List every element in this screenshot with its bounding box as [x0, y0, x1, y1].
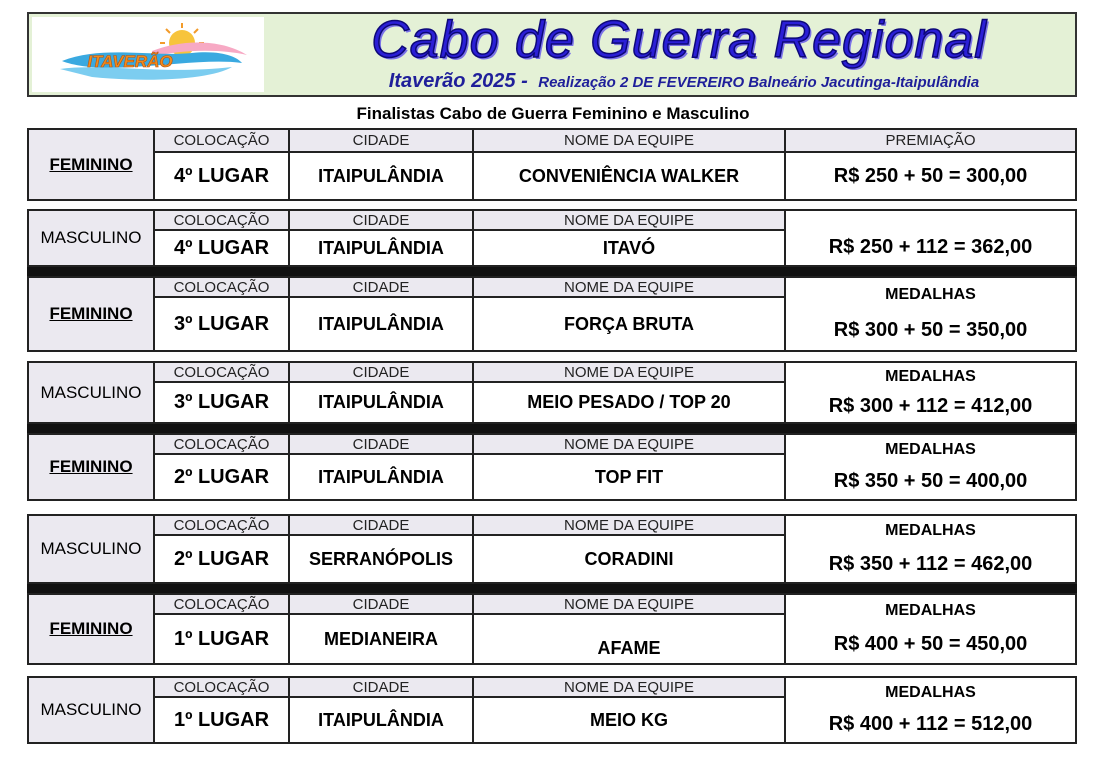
column-header-place: COLOCAÇÃO	[153, 516, 288, 536]
city-value: MEDIANEIRA	[288, 615, 472, 663]
placement-value: 2º LUGAR	[153, 536, 288, 582]
city-value: ITAIPULÂNDIA	[288, 698, 472, 742]
finalist-block-8	[27, 676, 1077, 744]
event-title: Cabo de Guerra Regional	[371, 11, 987, 69]
prize-value: R$ 300 + 50 = 350,00	[833, 319, 1028, 342]
prize-cell	[784, 363, 1075, 422]
section-separator-1	[27, 267, 1077, 276]
gender-label: MASCULINO	[29, 678, 153, 742]
column-header-city: CIDADE	[288, 435, 472, 455]
column-header-city: CIDADE	[288, 211, 472, 231]
column-header-city: CIDADE	[288, 678, 472, 698]
prize-cell	[784, 595, 1075, 663]
prize-value: R$ 400 + 50 = 450,00	[833, 633, 1028, 656]
event-subtitle	[294, 70, 1074, 93]
prize-value: R$ 300 + 112 = 412,00	[828, 394, 1033, 417]
column-header-city: CIDADE	[288, 130, 472, 153]
sun-wave-logo-icon	[32, 17, 264, 92]
team-name: CORADINI	[472, 536, 784, 582]
finalist-block-1	[27, 128, 1077, 201]
placement-value: 1º LUGAR	[153, 698, 288, 742]
column-header-team: NOME DA EQUIPE	[472, 435, 784, 455]
city-value: ITAIPULÂNDIA	[288, 455, 472, 499]
finalist-block-7	[27, 593, 1077, 665]
gender-label: MASCULINO	[29, 211, 153, 265]
team-name: ITAVÓ	[472, 231, 784, 265]
section-separator-3	[27, 584, 1077, 593]
section-separator-2	[27, 424, 1077, 433]
placement-value: 3º LUGAR	[153, 383, 288, 422]
column-header-team: NOME DA EQUIPE	[472, 211, 784, 231]
column-header-team: NOME DA EQUIPE	[472, 130, 784, 153]
column-header-team: NOME DA EQUIPE	[472, 363, 784, 383]
team-name: AFAME	[472, 615, 784, 663]
column-header-team: NOME DA EQUIPE	[472, 678, 784, 698]
team-name: FORÇA BRUTA	[472, 298, 784, 350]
gender-label: FEMININO	[29, 435, 153, 499]
team-name: CONVENIÊNCIA WALKER	[472, 153, 784, 199]
column-header-place: COLOCAÇÃO	[153, 130, 288, 153]
table-caption: Finalistas Cabo de Guerra Feminino e Masculino	[356, 104, 750, 123]
column-header-prize: PREMIAÇÃO	[784, 130, 1075, 153]
column-header-team: NOME DA EQUIPE	[472, 516, 784, 536]
city-value: ITAIPULÂNDIA	[288, 298, 472, 350]
placement-value: 3º LUGAR	[153, 298, 288, 350]
city-value: ITAIPULÂNDIA	[288, 153, 472, 199]
medals-label: MEDALHAS	[885, 683, 976, 701]
itaverao-logo	[32, 17, 264, 92]
column-header-city: CIDADE	[288, 363, 472, 383]
subtitle-detail: Realização 2 DE FEVEREIRO Balneário Jacutinga-Itaipulândia	[538, 74, 980, 91]
prize-cell	[784, 678, 1075, 742]
placement-value: 4º LUGAR	[153, 231, 288, 265]
team-name: TOP FIT	[472, 455, 784, 499]
column-header-city: CIDADE	[288, 516, 472, 536]
medals-label: MEDALHAS	[885, 285, 976, 303]
medals-label: MEDALHAS	[885, 440, 976, 458]
placement-value: 4º LUGAR	[153, 153, 288, 199]
prize-value: R$ 350 + 112 = 462,00	[828, 552, 1033, 575]
finalist-block-3	[27, 276, 1077, 352]
medals-label: MEDALHAS	[885, 601, 976, 619]
prize-cell	[784, 516, 1075, 582]
finalist-block-5	[27, 433, 1077, 501]
team-name: MEIO PESADO / TOP 20	[472, 383, 784, 422]
logo-wordmark: ITAVERÃO	[87, 52, 173, 71]
gender-label: FEMININO	[29, 595, 153, 663]
column-header-place: COLOCAÇÃO	[153, 595, 288, 615]
column-header-city: CIDADE	[288, 278, 472, 298]
city-value: ITAIPULÂNDIA	[288, 383, 472, 422]
placement-value: 1º LUGAR	[153, 615, 288, 663]
prize-value: R$ 250 + 112 = 362,00	[784, 211, 1075, 265]
gender-label: MASCULINO	[29, 516, 153, 582]
prize-cell	[784, 278, 1075, 350]
medals-label: MEDALHAS	[885, 522, 976, 540]
gender-label: FEMININO	[29, 278, 153, 350]
column-header-place: COLOCAÇÃO	[153, 211, 288, 231]
column-header-place: COLOCAÇÃO	[153, 278, 288, 298]
column-header-place: COLOCAÇÃO	[153, 363, 288, 383]
prize-value: R$ 350 + 50 = 400,00	[833, 470, 1028, 493]
gender-label: FEMININO	[29, 130, 153, 199]
placement-value: 2º LUGAR	[153, 455, 288, 499]
column-header-place: COLOCAÇÃO	[153, 678, 288, 698]
column-header-city: CIDADE	[288, 595, 472, 615]
prize-cell	[784, 435, 1075, 499]
finalist-block-6	[27, 514, 1077, 584]
city-value: ITAIPULÂNDIA	[288, 231, 472, 265]
subtitle-main: Itaverão 2025 -	[388, 70, 528, 92]
medals-label: MEDALHAS	[885, 367, 976, 385]
gender-label: MASCULINO	[29, 363, 153, 422]
team-name: MEIO KG	[472, 698, 784, 742]
finalist-block-2	[27, 209, 1077, 267]
column-header-team: NOME DA EQUIPE	[472, 278, 784, 298]
finalist-block-4	[27, 361, 1077, 424]
column-header-place: COLOCAÇÃO	[153, 435, 288, 455]
column-header-team: NOME DA EQUIPE	[472, 595, 784, 615]
event-header	[27, 12, 1077, 97]
city-value: SERRANÓPOLIS	[288, 536, 472, 582]
prize-value: R$ 400 + 112 = 512,00	[828, 713, 1033, 736]
prize-value: R$ 250 + 50 = 300,00	[784, 153, 1075, 199]
